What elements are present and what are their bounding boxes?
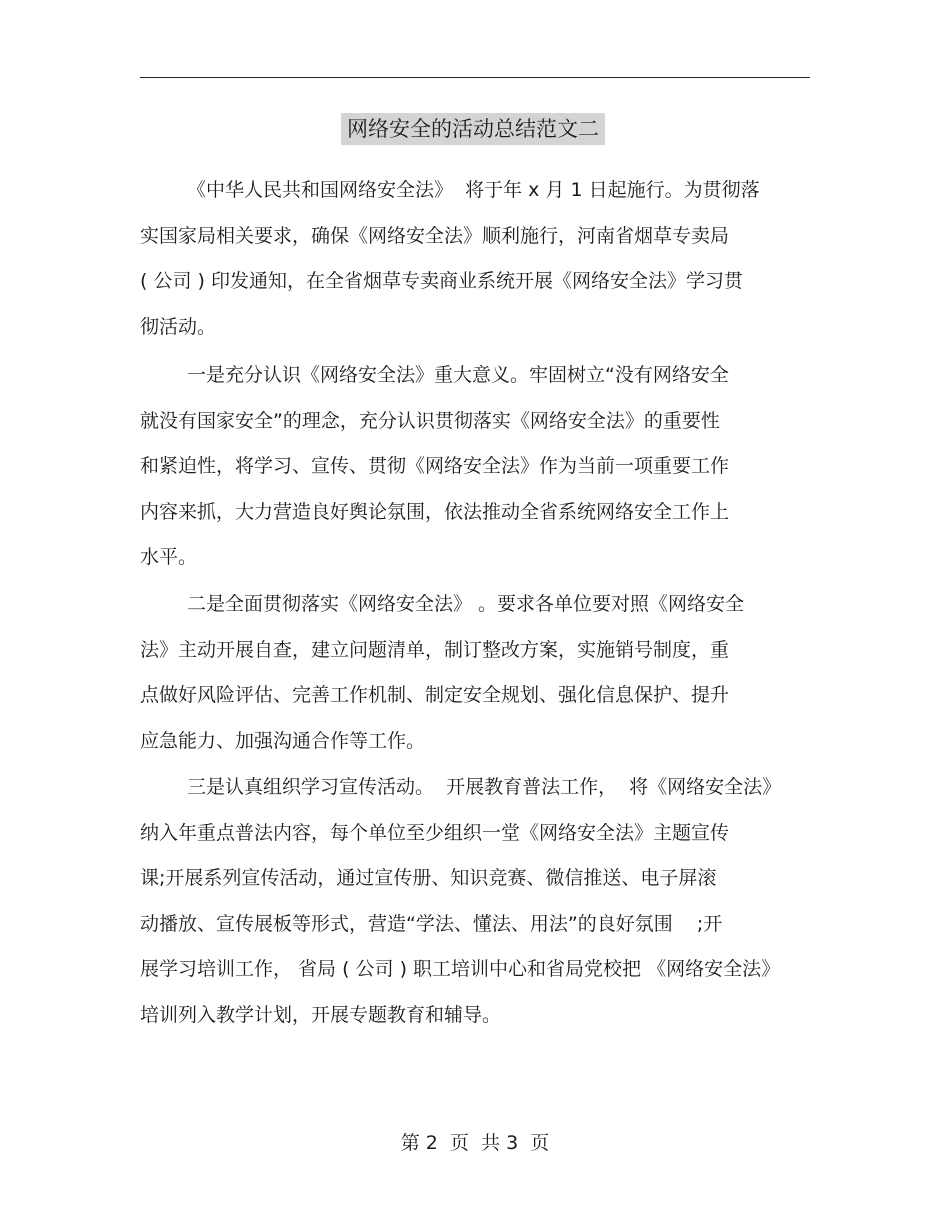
paragraph-line: 课;开展系列宣传活动，通过宣传册、知识竞赛、微信推送、电子屏滚 [140,867,717,889]
paragraph-line: 《中华人民共和国网络安全法》 将于年 x 月 1 日起施行。为贯彻落 [187,179,760,201]
paragraph-line: 内容来抓，大力营造良好舆论氛围，依法推动全省系统网络安全工作上 [140,500,730,523]
paragraph-line: 动播放、宣传展板等形式，营造“学法、懂法、用法”的良好氛围 ;开 [140,912,723,935]
paragraph-line: 实国家局相关要求，确保《网络安全法》顺利施行，河南省烟草专卖局 [140,224,730,247]
header-rule [140,77,810,78]
paragraph-point-three [140,765,820,1038]
paragraph-line: 法》主动开展自查，建立问题清单，制订整改方案，实施销号制度，重 [140,638,730,661]
paragraph-line: 水平。 [140,546,198,568]
paragraph-line: 培训列入教学计划，开展专题教育和辅导。 [140,1003,502,1026]
paragraph-line: 纳入年重点普法内容，每个单位至少组织一堂《网络安全法》主题宣传 [140,821,730,844]
paragraph-line: 一是充分认识《网络安全法》重大意义。牢固树立“没有网络安全 [187,364,729,386]
paragraph-line: 展学习培训工作， 省局 ( 公司 ) 职工培训中心和省局党校把 《网络安全法》 [140,958,781,980]
paragraph-line: 彻活动。 [140,315,217,338]
paragraph-line: 应急能力、加强沟通合作等工作。 [140,729,426,752]
paragraph-point-one [140,353,820,581]
document-title: 网络安全的活动总结范文二 [341,113,605,145]
title-container [0,113,950,145]
paragraph-intro [140,168,820,350]
paragraph-line: ( 公司 ) 印发通知，在全省烟草专卖商业系统开展《网络安全法》学习贯 [140,270,743,292]
paragraph-line: 就没有国家安全”的理念，充分认识贯彻落实《网络安全法》的重要性 [140,409,720,432]
paragraph-line: 三是认真组织学习宣传活动。 开展教育普法工作， 将《网络安全法》 [187,776,782,798]
page-number-footer: 第 2 页 共 3 页 [400,1132,550,1154]
paragraph-line: 点做好风险评估、完善工作机制、制定安全规划、强化信息保护、提升 [140,684,730,706]
paragraph-point-two [140,582,820,764]
paragraph-line: 二是全面贯彻落实《网络安全法》 。要求各单位要对照《网络安全 [187,593,745,615]
paragraph-line: 和紧迫性，将学习、宣传、贯彻《网络安全法》作为当前一项重要工作 [140,455,730,477]
